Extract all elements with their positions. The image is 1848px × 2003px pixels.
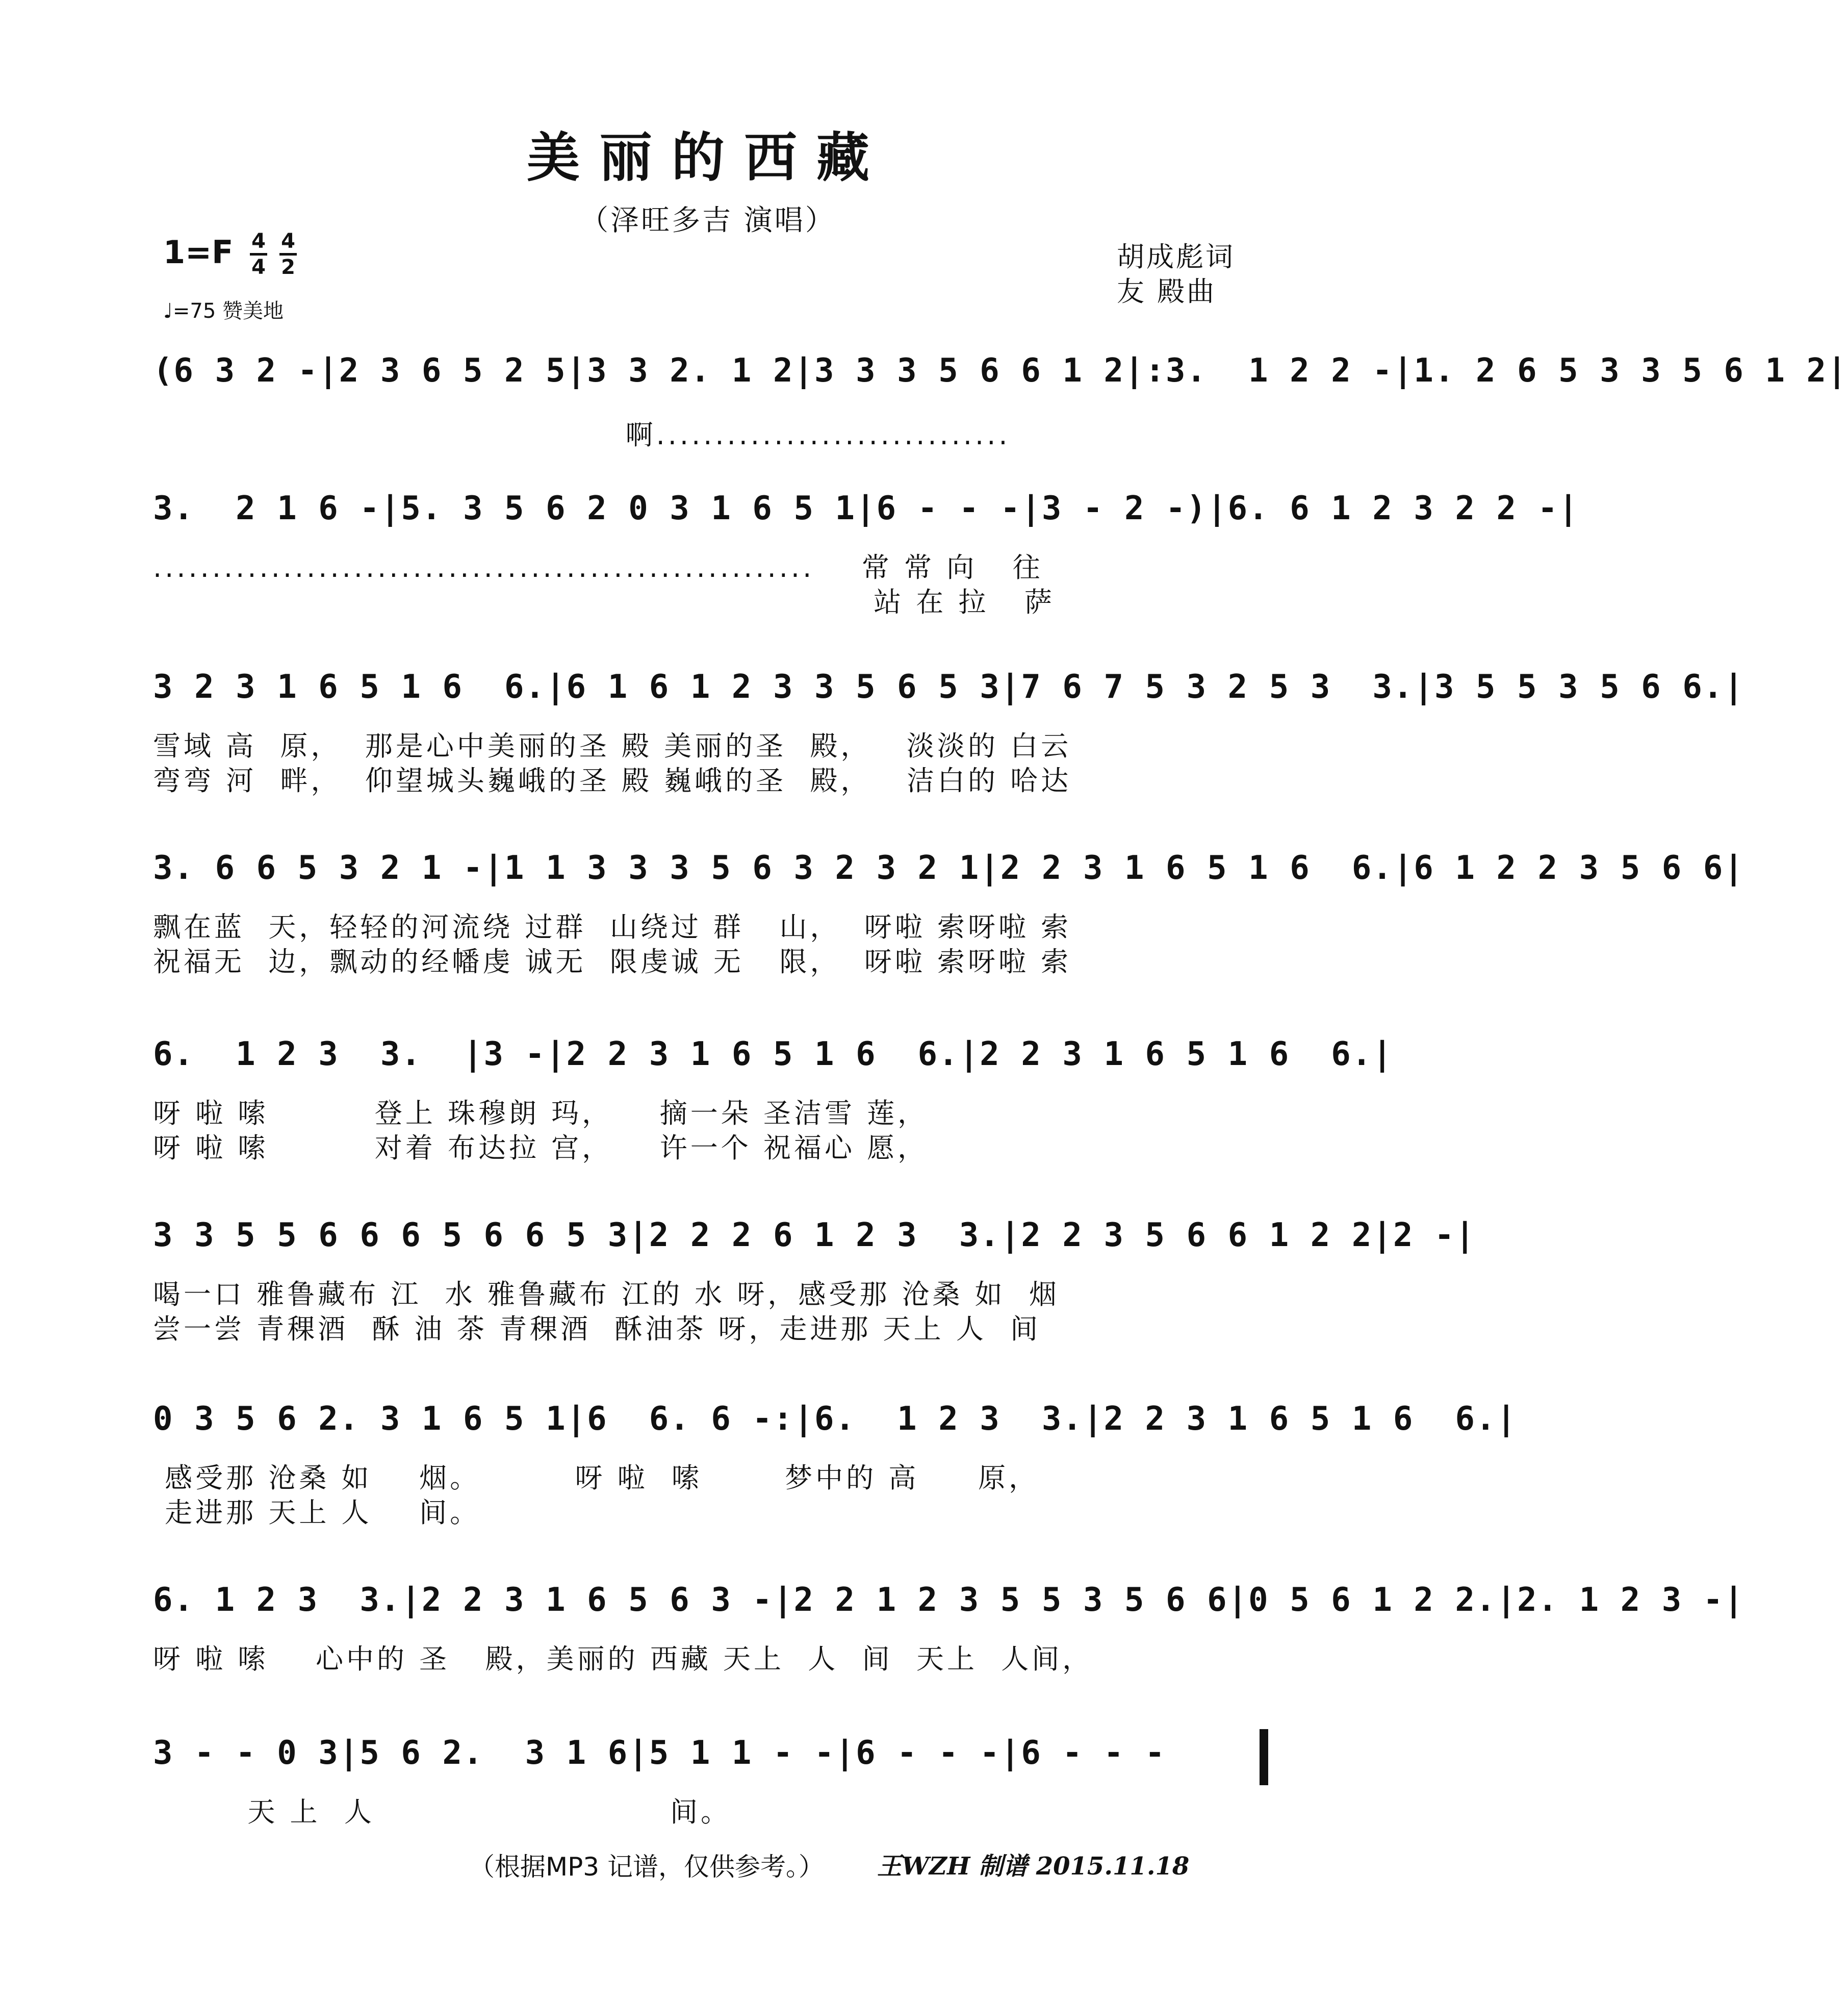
notes: 0 3 5 6 2. 3 1 6 5 1|6 6. 6 -:|6. 1 2 3 3.|2 2 3 1 6 5 1 6 6.| [153,1400,1518,1438]
lyric-line-1: 啊.............................. [153,419,1011,451]
lyric-line-1: 呀 啦 嗦 登上 珠穆朗 玛， 摘一朵 圣洁雪 莲， [153,1097,929,1129]
notation-line [153,1216,1476,1273]
song-title: 美丽的西藏 [526,126,889,189]
notes: 3 3 5 5 6 6 6 5 6 6 5 3|2 2 2 6 1 2 3 3.|2 2 3 5 6 6 1 2 2|2 -| [153,1216,1476,1254]
notation-line [153,668,1744,724]
key-signature: 1=F [163,234,234,271]
notation-line [153,1734,1280,1790]
lyric-line-1: 喝一口 雅鲁藏布 江 水 雅鲁藏布 江的 水 呀，感受那 沧桑 如 烟 [153,1278,1060,1310]
time-top: 4 [281,230,295,253]
composer: 友 殿曲 [1117,275,1217,308]
notes: 3. 2 1 6 -|5. 3 5 6 2 0 3 1 6 5 1|6 - - -|3 - 2 -)|6. 6 1 2 3 2 2 -| [153,490,1579,527]
notes: 6. 1 2 3 3.|2 2 3 1 6 5 6 3 -|2 2 1 2 3 5 5 3 5 6 6|0 5 6 1 2 2.|2. 1 2 3 -| [153,1581,1744,1619]
time-bottom: 4 [251,256,266,279]
notes: 6. 1 2 3 3. |3 -|2 2 3 1 6 5 1 6 6.|2 2 3 1 6 5 1 6 6.| [153,1035,1393,1073]
time-signature-4-2 [279,231,297,278]
notation-line [153,1581,1744,1637]
lyric-line-2: 祝福无 边，飘动的经幡虔 诚无 限虔诚 无 限， 呀啦 索呀啦 索 [153,946,1072,978]
notation-line [153,352,1848,408]
transcriber-signature: 王WZH 制谱 2015.11.18 [877,1852,1190,1881]
performer-credit: （泽旺多吉 演唱） [580,204,836,237]
notes: 3 - - 0 3|5 6 2. 3 1 6|5 1 1 - -|6 - - -|6 - - - [153,1734,1166,1772]
lyric-line-1: 飘在蓝 天，轻轻的河流绕 过群 山绕过 群 山， 呀啦 索呀啦 索 [153,911,1072,943]
notes: (6 3 2 -|2 3 6 5 2 5|3 3 2. 1 2|3 3 3 5 6 6 1 2|:3. 1 2 2 -|1. 2 6 5 3 3 5 6 1 2| [153,352,1848,390]
lyric-line-1: 雪域 高 原， 那是心中美丽的圣 殿 美丽的圣 殿， 淡淡的 白云 [153,730,1072,762]
notation-line [153,490,1579,546]
notes: 3. 6 6 5 3 2 1 -|1 1 3 3 3 5 6 3 2 3 2 1|2 2 3 1 6 5 1 6 6.|6 1 2 2 3 5 6 6| [153,849,1744,887]
lyric-line-2: 走进那 天上 人 间。 [153,1497,481,1529]
lyric-line-2: 弯弯 河 畔， 仰望城头巍峨的圣 殿 巍峨的圣 殿， 洁白的 哈达 [153,765,1072,797]
notation-line [153,1400,1518,1456]
lyric-line-1: ........................................................ 常 常 向 往 [153,551,1043,584]
lyric-line-1: 感受那 沧桑 如 烟。 呀 啦 嗦 梦中的 高 原， [153,1462,1040,1494]
lyric-line-2: 呀 啦 嗦 对着 布达拉 宫， 许一个 祝福心 愿， [153,1132,929,1164]
notes: 3 2 3 1 6 5 1 6 6.|6 1 6 1 2 3 3 5 6 5 3|7 6 7 5 3 2 5 3 3.|3 5 5 3 5 6 6.| [153,668,1744,706]
final-barline [1260,1729,1268,1785]
tempo-marking: ♩=75 赞美地 [163,299,284,323]
time-top: 4 [251,230,266,253]
lyric-line-2: 尝一尝 青稞酒 酥 油 茶 青稞酒 酥油茶 呀，走进那 天上 人 间 [153,1313,1041,1345]
time-bottom: 2 [281,256,295,279]
time-signature-4-4 [250,231,267,278]
notation-line [153,1035,1393,1092]
footer-note: （根据MP3 记谱，仅供参考。） [469,1852,824,1882]
lyric-line-1: 天 上 人 间。 [153,1796,731,1828]
lyric-line-1: 呀 啦 嗦 心中的 圣 殿，美丽的 西藏 天上 人 间 天上 人间， [153,1643,1093,1675]
lyric-line-2: 站 在 拉 萨 [153,586,1055,618]
notation-line [153,849,1744,905]
credits-block [1117,240,1235,309]
lyricist: 胡成彪词 [1117,241,1235,273]
